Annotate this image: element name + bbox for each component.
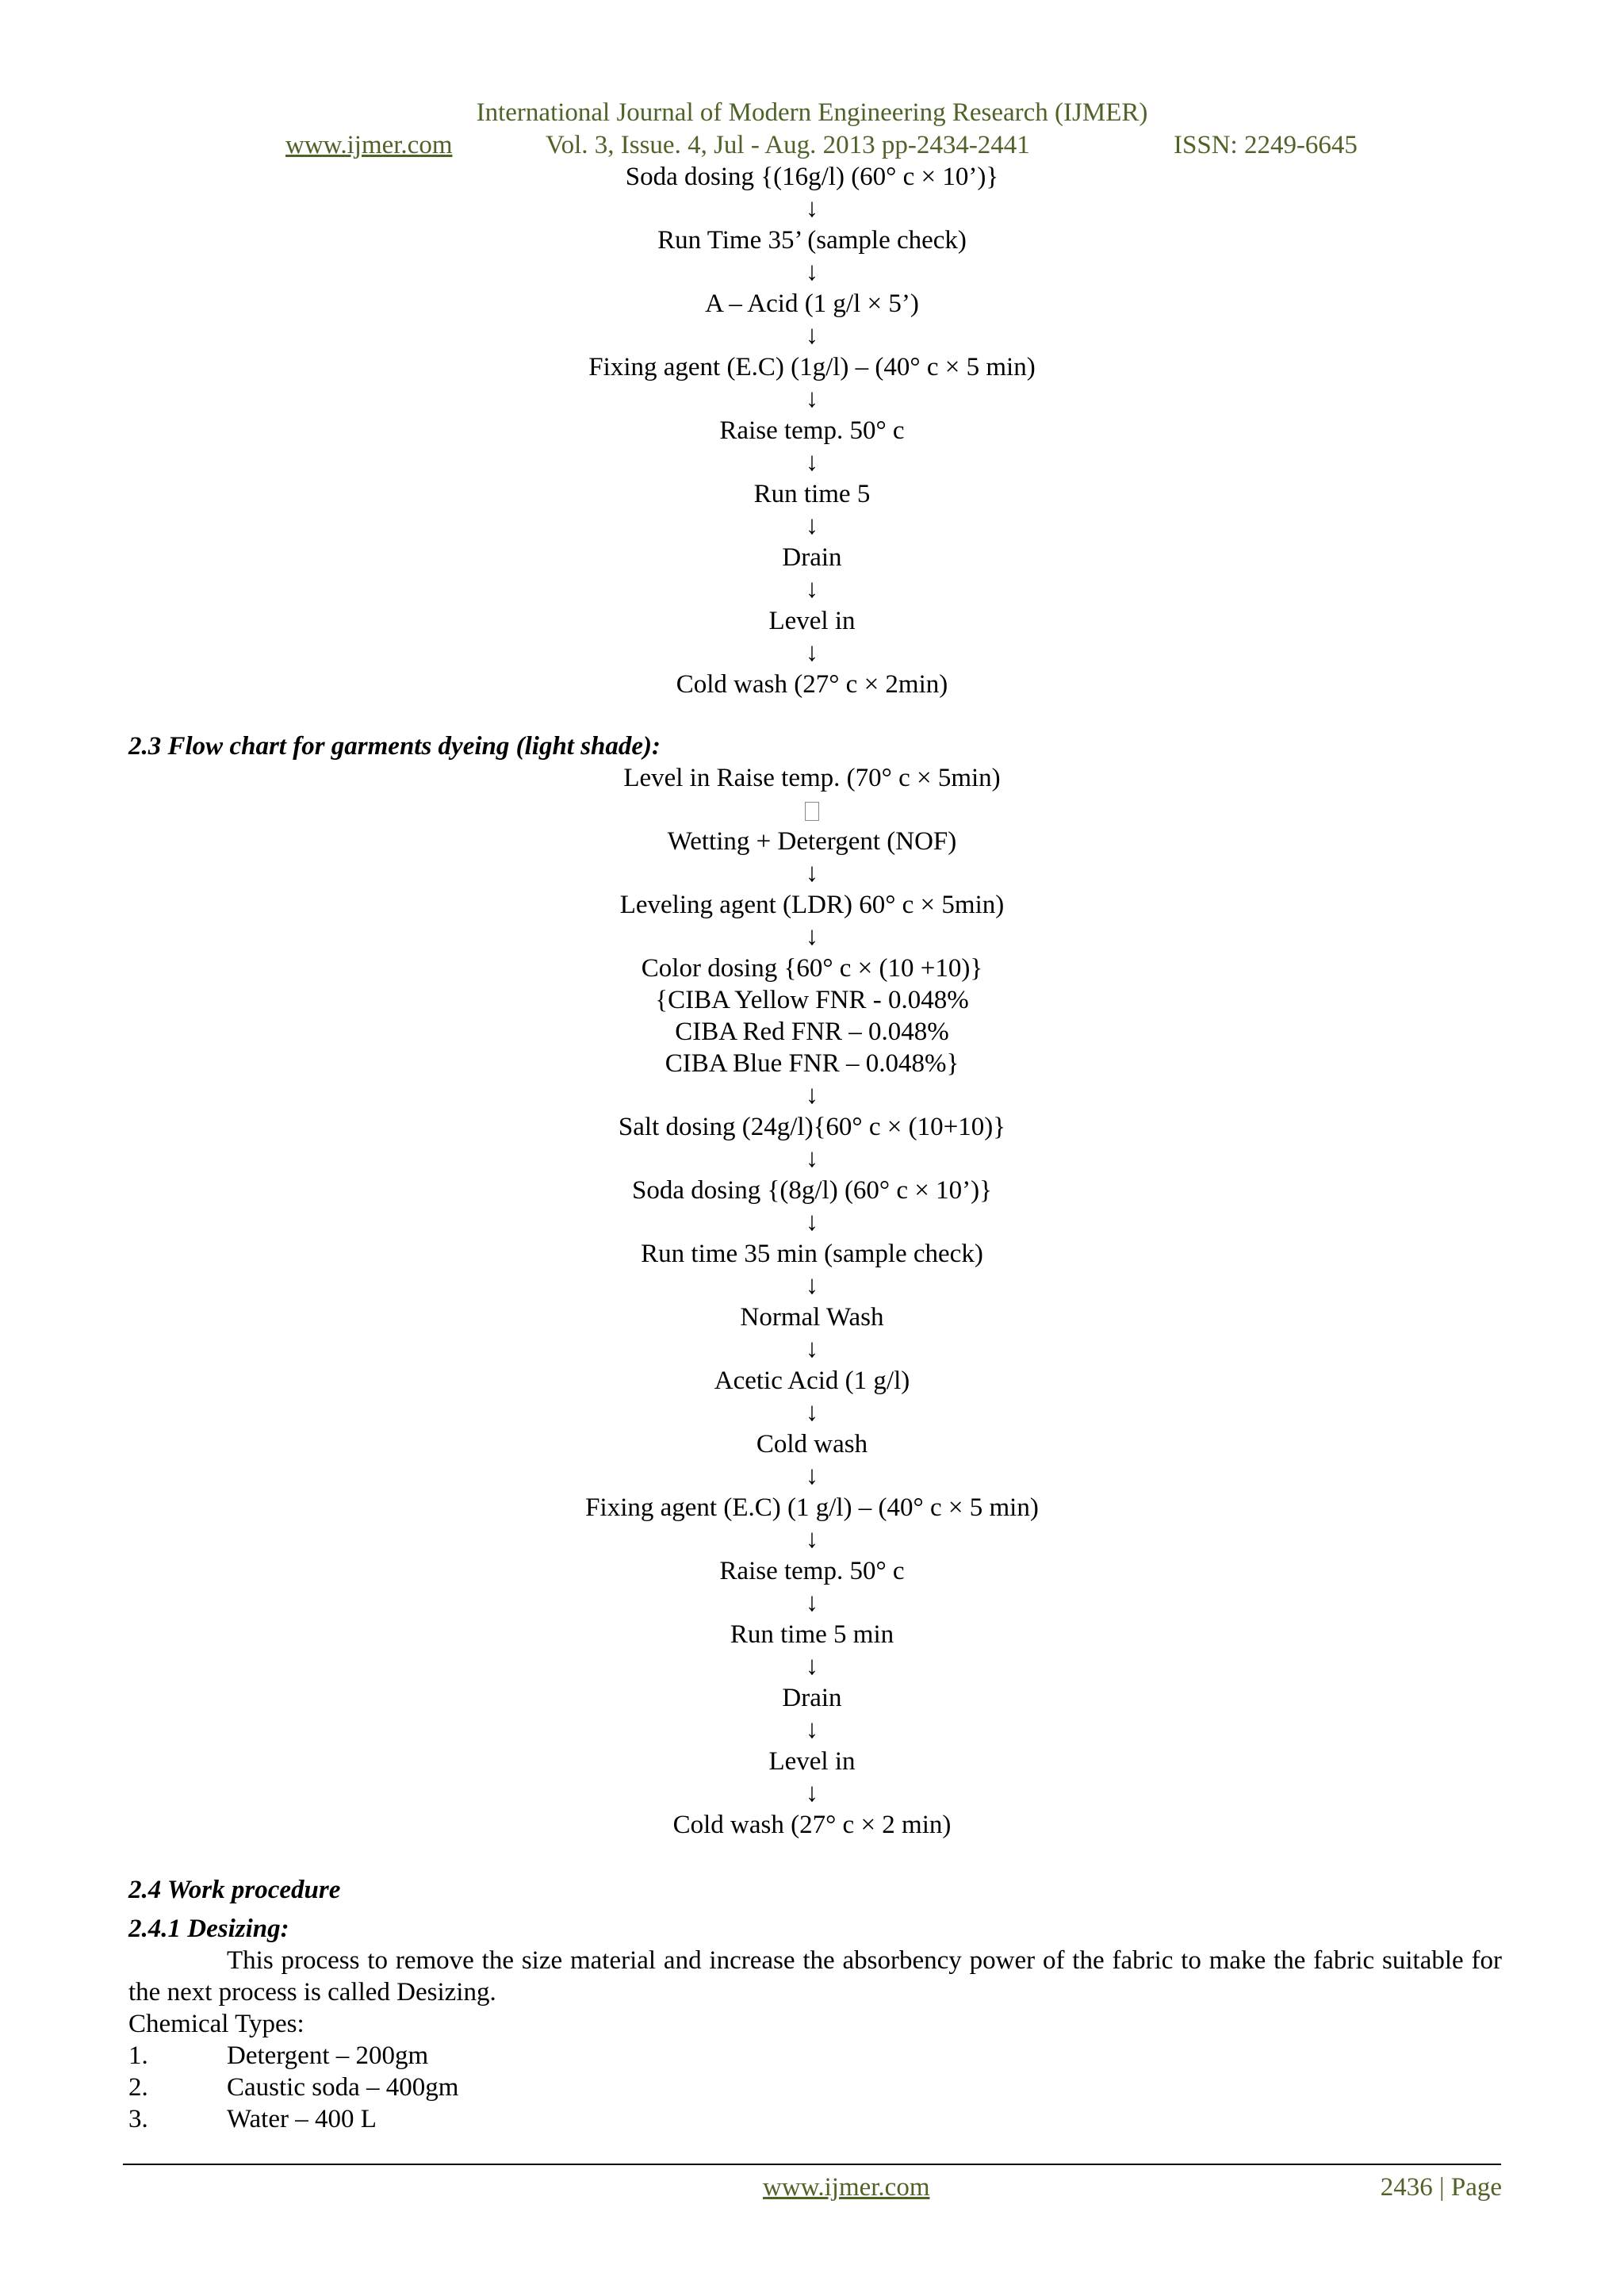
flow-step: Color dosing {60° c × (10 +10)} — [641, 954, 983, 983]
down-arrow-icon: ↓ — [805, 1081, 819, 1110]
flow-step: Cold wash (27° c × 2 min) — [672, 1811, 952, 1839]
missing-glyph-icon — [0, 794, 1624, 826]
flow-step: Fixing agent (E.C) (1 g/l) – (40° c × 5 min) — [585, 1493, 1039, 1522]
flow-chart-continued — [0, 161, 1624, 700]
flow-step: Run time 5 min — [730, 1620, 894, 1649]
desizing-paragraph — [128, 1945, 1502, 2008]
down-arrow-icon: ↓ — [805, 1271, 819, 1300]
header-meta — [0, 129, 1624, 161]
flow-step: Leveling agent (LDR) 60° c × 5min) — [619, 891, 1005, 919]
down-arrow-icon: ↓ — [805, 1652, 819, 1681]
flow-step: Drain — [782, 543, 842, 572]
journal-title: International Journal of Modern Engineering Research (IJMER) — [476, 98, 1148, 127]
flow-step: CIBA Blue FNR – 0.048%} — [665, 1049, 959, 1078]
flow-step: Level in — [768, 607, 856, 635]
flow-step: {CIBA Yellow FNR - 0.048% — [655, 986, 969, 1014]
down-arrow-icon: ↓ — [805, 1779, 819, 1807]
footer-divider — [123, 2164, 1501, 2165]
flow-step: Run Time 35’ (sample check) — [657, 226, 967, 255]
section-heading-2-3: 2.3 Flow chart for garments dyeing (light shade): — [128, 732, 661, 761]
down-arrow-icon: ↓ — [805, 385, 819, 413]
flow-step: Acetic Acid (1 g/l) — [714, 1366, 910, 1395]
flow-step: Raise temp. 50° c — [719, 1557, 905, 1585]
header-volume: Vol. 3, Issue. 4, Jul - Aug. 2013 pp-2434-2441 — [546, 131, 1030, 159]
list-number: 2. — [128, 2073, 148, 2102]
down-arrow-icon: ↓ — [805, 258, 819, 286]
flow-step: Soda dosing {(16g/l) (60° c × 10’)} — [625, 163, 999, 191]
flow-step: Drain — [782, 1684, 842, 1712]
flow-step: Normal Wash — [740, 1303, 884, 1332]
down-arrow-icon: ↓ — [805, 1715, 819, 1744]
list-item — [128, 2103, 377, 2135]
down-arrow-icon: ↓ — [805, 1398, 819, 1427]
section-heading-2-4: 2.4 Work procedure — [128, 1876, 341, 1904]
down-arrow-icon: ↓ — [805, 1462, 819, 1490]
flow-step: Cold wash — [756, 1430, 868, 1458]
flow-step: A – Acid (1 g/l × 5’) — [705, 289, 919, 318]
flow-step: Fixing agent (E.C) (1g/l) – (40° c × 5 min) — [588, 353, 1036, 381]
flow-chart-light-shade — [0, 762, 1624, 1841]
down-arrow-icon: ↓ — [805, 1144, 819, 1173]
chemical-types-label: Chemical Types: — [128, 2010, 304, 2038]
flow-step: Wetting + Detergent (NOF) — [667, 827, 957, 856]
list-text: Caustic soda – 400gm — [227, 2073, 459, 2102]
list-text: Water – 400 L — [227, 2105, 377, 2133]
down-arrow-icon: ↓ — [805, 575, 819, 604]
footer-url-link[interactable]: www.ijmer.com — [763, 2173, 930, 2202]
desizing-paragraph-text: This process to remove the size material and increase the absorbency power of the fabric to make the fabric suitable for the next process is called Desizing. — [128, 1946, 1502, 2007]
list-number: 3. — [128, 2105, 148, 2133]
down-arrow-icon: ↓ — [805, 638, 819, 667]
list-item — [128, 2040, 428, 2072]
down-arrow-icon: ↓ — [805, 1335, 819, 1363]
down-arrow-icon: ↓ — [805, 1208, 819, 1236]
down-arrow-icon: ↓ — [805, 1589, 819, 1617]
down-arrow-icon: ↓ — [805, 1525, 819, 1554]
page-number: 2436 | Page — [1380, 2173, 1502, 2202]
list-text: Detergent – 200gm — [227, 2041, 429, 2070]
flow-step: Level in — [768, 1747, 856, 1776]
down-arrow-icon: ↓ — [805, 922, 819, 951]
flow-step: CIBA Red FNR – 0.048% — [675, 1018, 949, 1046]
flow-step: Level in Raise temp. (70° c × 5min) — [623, 764, 1001, 792]
list-number: 1. — [128, 2041, 148, 2070]
flow-step: Run time 35 min (sample check) — [641, 1240, 983, 1268]
down-arrow-icon: ↓ — [805, 321, 819, 350]
flow-step: Soda dosing {(8g/l) (60° c × 10’)} — [632, 1176, 992, 1205]
list-item — [128, 2072, 458, 2103]
flow-step: Run time 5 — [753, 480, 871, 508]
down-arrow-icon: ↓ — [805, 448, 819, 477]
down-arrow-icon: ↓ — [805, 512, 819, 540]
header-issn: ISSN: 2249-6645 — [1174, 131, 1358, 159]
down-arrow-icon: ↓ — [805, 859, 819, 887]
subsection-heading-2-4-1: 2.4.1 Desizing: — [128, 1915, 289, 1943]
down-arrow-icon: ↓ — [805, 194, 819, 223]
flow-step: Salt dosing (24g/l){60° c × (10+10)} — [618, 1113, 1006, 1141]
header-url-link[interactable]: www.ijmer.com — [285, 131, 453, 159]
flow-step: Raise temp. 50° c — [719, 416, 905, 445]
flow-step: Cold wash (27° c × 2min) — [676, 670, 948, 699]
